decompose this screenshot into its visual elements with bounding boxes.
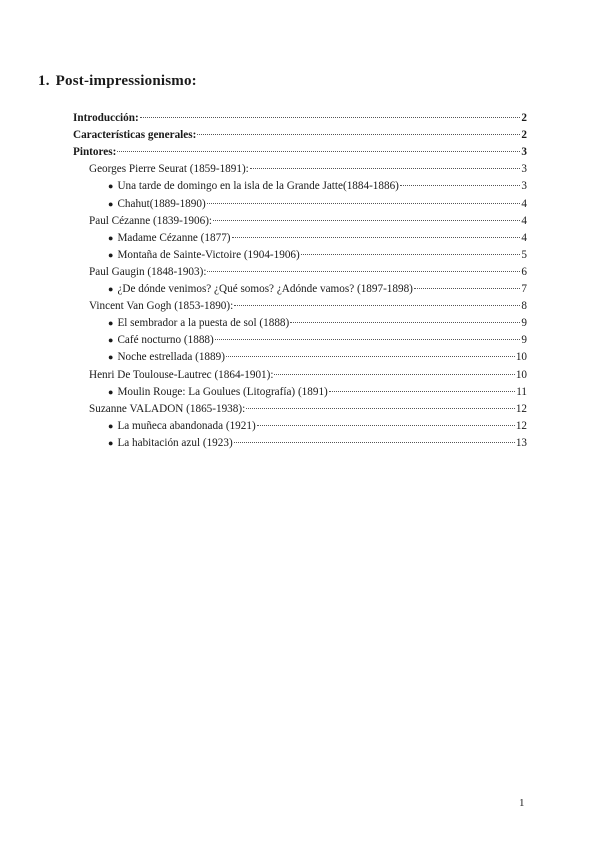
toc-entry[interactable]: [89, 162, 527, 176]
toc-entry-page: 7: [521, 283, 527, 295]
bullet-icon: ●: [108, 232, 114, 243]
toc-entry[interactable]: [108, 231, 527, 245]
toc-entry[interactable]: [108, 197, 527, 211]
toc-dot-leader: [232, 236, 521, 238]
toc-entry-page: 5: [521, 248, 527, 261]
toc-entry-page: 9: [521, 317, 527, 330]
toc-entry-page: 3: [521, 163, 527, 176]
toc-dot-leader: [213, 219, 520, 221]
toc-entry-title: ¿De dónde venimos? ¿Qué somos? ¿Adónde vamos? (1897-1898): [117, 283, 413, 295]
bullet-icon: ●: [108, 420, 114, 431]
toc-dot-leader: [301, 253, 521, 255]
toc-entry[interactable]: [89, 402, 527, 416]
toc-entry-page: 6: [521, 265, 527, 278]
toc-entry-title: Chahut(1889-1890): [117, 197, 206, 210]
toc-entry-page: 12: [515, 419, 527, 432]
toc-entry-title: Georges Pierre Seurat (1859-1891):: [89, 163, 249, 176]
page-heading: [38, 73, 197, 90]
toc-entry-title: Introducción:: [73, 112, 139, 124]
toc-dot-leader: [207, 270, 520, 272]
toc-entry-page: 4: [521, 231, 527, 244]
toc-entry-page: 3: [521, 146, 527, 159]
toc-entry-title: Paul Gaugin (1848-1903):: [89, 265, 207, 278]
toc-entry[interactable]: [108, 350, 527, 364]
toc-entry-page: 10: [515, 351, 527, 364]
toc-entry-title: Pintores:: [73, 146, 117, 159]
bullet-icon: ●: [108, 437, 114, 448]
toc-entry[interactable]: [108, 436, 527, 450]
toc-dot-leader: [215, 338, 521, 340]
toc-entry-title: Una tarde de domingo en la isla de la Grande Jatte(1884-1886): [117, 180, 399, 193]
toc-dot-leader: [207, 202, 521, 204]
toc-entry[interactable]: [108, 248, 527, 262]
bullet-icon: ●: [108, 249, 114, 260]
toc-entry[interactable]: [108, 385, 527, 399]
bullet-icon: ●: [108, 352, 114, 363]
toc-dot-leader: [250, 167, 521, 169]
toc-entry-page: 13: [515, 436, 527, 449]
bullet-icon: ●: [108, 318, 114, 329]
toc-dot-leader: [197, 133, 520, 135]
toc-entry-page: 8: [521, 300, 527, 313]
toc-entry[interactable]: [108, 282, 527, 296]
toc-entry-page: 10: [515, 368, 527, 381]
toc-dot-leader: [246, 407, 515, 409]
bullet-icon: ●: [108, 181, 114, 192]
toc-dot-leader: [290, 321, 520, 323]
toc-entry[interactable]: [89, 368, 527, 382]
toc-entry[interactable]: [108, 316, 527, 330]
toc-entry-title: Moulin Rouge: La Goulues (Litografía) (1891): [117, 385, 328, 398]
toc-dot-leader: [274, 373, 514, 375]
toc-entry[interactable]: [73, 128, 527, 142]
toc-entry[interactable]: [108, 419, 527, 433]
toc-entry-page: 4: [521, 214, 527, 227]
toc-entry-title: La habitación azul (1923): [117, 436, 233, 449]
toc-entry-title: Características generales:: [73, 129, 197, 142]
bullet-icon: ●: [108, 198, 114, 209]
toc-entry-page: 12: [515, 402, 527, 415]
toc-entry-title: Vincent Van Gogh (1853-1890):: [89, 300, 234, 313]
toc-dot-leader: [257, 424, 515, 426]
toc-entry[interactable]: [73, 111, 527, 125]
toc-entry-title: Paul Cézanne (1839-1906):: [89, 214, 213, 227]
toc-entry-title: La muñeca abandonada (1921): [117, 419, 256, 432]
toc-entry-page: 9: [521, 334, 527, 347]
toc-entry[interactable]: [108, 333, 527, 347]
bullet-icon: ●: [108, 284, 114, 294]
footer-page-number: 1: [519, 797, 525, 809]
toc-entry-title: Henri De Toulouse-Lautrec (1864-1901):: [89, 368, 274, 381]
toc-entry-page: 11: [516, 385, 527, 398]
toc-entry-page: 4: [521, 197, 527, 210]
toc-dot-leader: [400, 184, 521, 186]
toc-dot-leader: [414, 287, 521, 289]
toc-entry[interactable]: [89, 299, 527, 313]
bullet-icon: ●: [108, 335, 114, 346]
toc-entry[interactable]: [73, 145, 527, 159]
toc-dot-leader: [226, 355, 515, 357]
toc-entry[interactable]: [89, 214, 527, 228]
toc-entry-page: 3: [521, 180, 527, 193]
toc-dot-leader: [234, 304, 520, 306]
toc-entry-title: Suzanne VALADON (1865-1938):: [89, 402, 246, 415]
toc-entry-page: 2: [521, 129, 527, 142]
toc-entry-title: Noche estrellada (1889): [117, 351, 225, 364]
heading-title: Post-impressionismo:: [55, 73, 197, 89]
toc-entry-title: El sembrador a la puesta de sol (1888): [117, 317, 290, 330]
toc-entry-page: 2: [521, 112, 527, 124]
bullet-icon: ●: [108, 386, 114, 397]
toc-entry-title: Café nocturno (1888): [117, 334, 214, 347]
toc-entry-title: Montaña de Sainte-Victoire (1904-1906): [117, 248, 300, 261]
toc-dot-leader: [234, 441, 515, 443]
toc-entry[interactable]: [108, 179, 527, 193]
toc-dot-leader: [329, 390, 515, 392]
toc-dot-leader: [117, 150, 520, 152]
toc-dot-leader: [140, 116, 521, 118]
heading-number: 1.: [38, 73, 50, 89]
toc-entry[interactable]: [89, 265, 527, 279]
toc-entry-title: Madame Cézanne (1877): [117, 231, 231, 244]
